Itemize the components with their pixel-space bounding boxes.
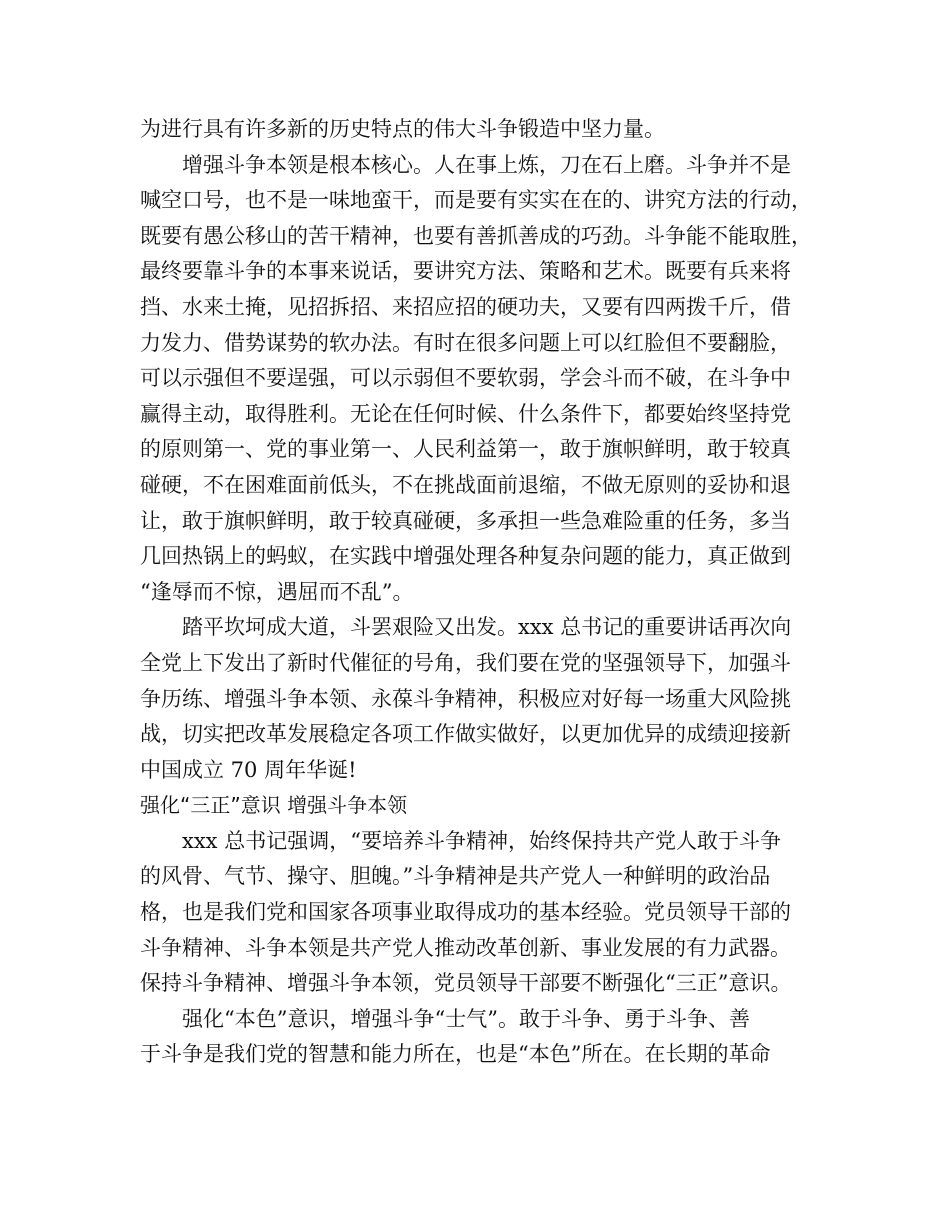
text-line-3: 喊空口号，也不是一味地蛮干，而是要有实实在在的、讲究方法的行动， [140, 188, 812, 213]
text-line-17: 争历练、增强斗争本领、永葆斗争精神，积极应对好每一场重大风险挑 [140, 686, 791, 711]
text-line-25: 保持斗争精神、增强斗争本领，党员领导干部要不断强化“三正”意识。 [140, 971, 792, 996]
text-line-12: 让，敢于旗帜鲜明，敢于较真碰硬，多承担一些急难险重的任务，多当 [140, 508, 791, 533]
text-line-24: 斗争精神、斗争本领是共产党人推动改革创新、事业发展的有力武器。 [140, 935, 791, 960]
text-line-18: 战，切实把改革发展稳定各项工作做实做好，以更加优异的成绩迎接新 [140, 722, 791, 747]
text-line-16: 全党上下发出了新时代催征的号角，我们要在党的坚强领导下，加强斗 [140, 650, 791, 675]
text-line-4: 既要有愚公移山的苦干精神，也要有善抓善成的巧劲。斗争能不能取胜， [140, 223, 812, 248]
text-line-22: 的风骨、气节、操守、胆魄。”斗争精神是共产党人一种鲜明的政治品 [140, 864, 771, 889]
text-line-5: 最终要靠斗争的本事来说话，要讲究方法、策略和艺术。既要有兵来将 [140, 259, 791, 284]
paragraph-true-color-start: 强化“本色”意识，增强斗争“士气”。敢于斗争、勇于斗争、善 [182, 1006, 750, 1031]
section-heading: 强化“三正”意识 增强斗争本领 [140, 793, 408, 818]
text-line-6: 挡、水来土掩，见招拆招、来招应招的硬功夫，又要有四两拨千斤，借 [140, 294, 791, 319]
text-line-13: 几回热锅上的蚂蚁，在实践中增强处理各种复杂问题的能力，真正做到 [140, 544, 791, 569]
paragraph-struggle-skill-start: 增强斗争本领是根本核心。人在事上炼，刀在石上磨。斗争并不是 [182, 152, 791, 177]
text-line-27: 于斗争是我们党的智慧和能力所在，也是“本色”所在。在长期的革命 [140, 1042, 771, 1067]
text-line-7: 力发力、借势谋势的软办法。有时在很多问题上可以红脸但不要翻脸， [140, 330, 791, 355]
paragraph-struggle-spirit-start: xxx 总书记强调，“要培养斗争精神，始终保持共产党人敢于斗争 [182, 828, 781, 853]
text-line-1: 为进行具有许多新的历史特点的伟大斗争锻造中坚力量。 [140, 117, 665, 141]
document-page [140, 112, 830, 1073]
text-line-11: 碰硬，不在困难面前低头，不在挑战面前退缩，不做无原则的妥协和退 [140, 472, 791, 497]
text-line-8: 可以示强但不要逞强，可以示弱但不要软弱，学会斗而不破，在斗争中 [140, 366, 791, 391]
text-line-10: 的原则第一、党的事业第一、人民利益第一，敢于旗帜鲜明，敢于较真 [140, 437, 791, 462]
text-line-19: 中国成立 70 周年华诞! [140, 757, 357, 782]
paragraph-new-journey-start: 踏平坎坷成大道，斗罢艰险又出发。xxx 总书记的重要讲话再次向 [182, 615, 792, 640]
text-line-14: “逢辱而不惊，遇屈而不乱”。 [140, 579, 414, 604]
text-line-23: 格，也是我们党和国家各项事业取得成功的基本经验。党员领导干部的 [140, 900, 791, 925]
text-line-9: 赢得主动，取得胜利。无论在任何时候、什么条件下，都要始终坚持党 [140, 401, 791, 426]
